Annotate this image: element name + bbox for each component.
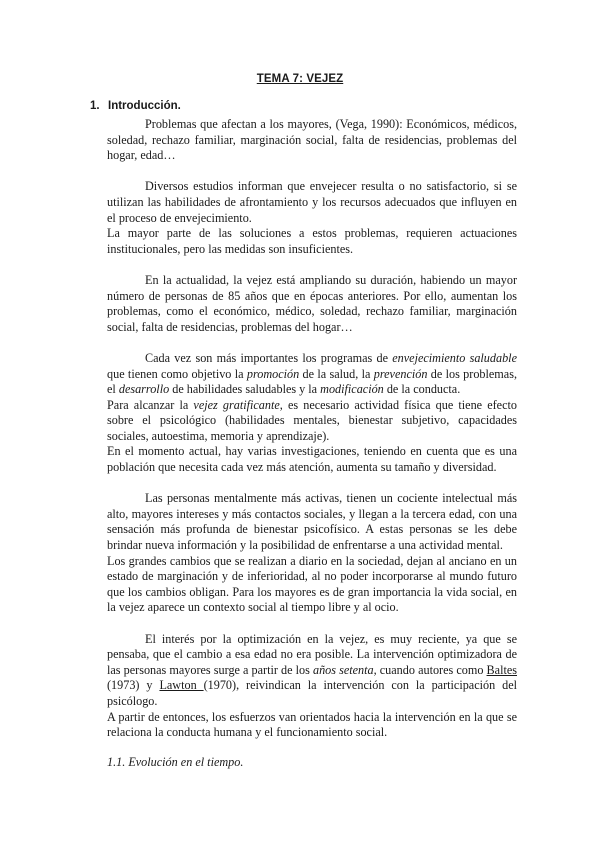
section-title: Introducción. bbox=[108, 100, 181, 112]
paragraph-gratifying-old-age: Para alcanzar la vejez gratificante, es necesario actividad física que tiene efecto sobre el psicológico (habilidades mentales, bienestar subjetivo, capacidades sociales, autoestima, memoria y aprendizaje). bbox=[107, 397, 517, 443]
paragraph-research: En el momento actual, hay varias investigaciones, teniendo en cuenta que es una población que necesita cada vez más atención, aumenta su tamaño y diversidad. bbox=[107, 444, 517, 475]
paragraph-active-people: Las personas mentalmente más activas, tienen un cociente intelectual más alto, mayores intereses y más contactos sociales, y llegan a la tercera edad, con una sensación más profunda de bienestar psicofísico. A estas personas se les debe brindar nueva información y la posibilidad de enfrentarse a una actividad mental. bbox=[107, 491, 517, 553]
term-modification: modificación bbox=[320, 382, 384, 397]
paragraph-social-changes: Los grandes cambios que se realizan a diario en la sociedad, dejan al anciano en un estado de marginación y de inferioridad, al no poder incorporarse al mundo futuro que los cambios obligan. Para los mayores es de gran importancia la vida social, en la vejez aparece un contexto social al tiempo libre y al ocio. bbox=[107, 553, 517, 615]
term-healthy-aging: envejecimiento saludable bbox=[392, 350, 517, 365]
author-lawton: Lawton bbox=[159, 678, 204, 693]
subsection-heading: 1.1. Evolución en el tiempo. bbox=[107, 755, 244, 769]
term-promotion: promoción bbox=[246, 366, 300, 381]
section-number: 1. bbox=[90, 100, 100, 112]
term-seventies: años setenta, bbox=[312, 662, 377, 677]
paragraph-programs: Cada vez son más importantes los programas de envejecimiento saludable que tienen como objetivo la promoción de la salud, la prevención de los problemas, el desarrollo de habilidades saludables y la modificación de la conducta. bbox=[107, 350, 517, 397]
term-development: desarrollo bbox=[118, 382, 170, 397]
paragraph-solutions: La mayor parte de las soluciones a estos problemas, requieren actuaciones institucionales, pero las medidas son insuficientes. bbox=[107, 226, 517, 256]
document-title: TEMA 7: VEJEZ bbox=[256, 73, 344, 85]
paragraph-intervention: A partir de entonces, los esfuerzos van orientados hacia la intervención en la que se relaciona la conducta humana y el funcionamiento social. bbox=[107, 709, 517, 740]
paragraph-current-situation: En la actualidad, la vejez está ampliando su duración, habiendo un mayor número de personas de 85 años que en épocas anteriores. Por ello, aumentan los problemas, como el económico, médico, soledad, rechazo familiar, marginación social, falta de residencias, problemas del hogar… bbox=[107, 272, 517, 334]
section-heading bbox=[90, 100, 181, 112]
author-baltes: Baltes bbox=[486, 662, 517, 677]
section-body bbox=[107, 117, 517, 741]
paragraph-studies: Diversos estudios informan que envejecer resulta o no satisfactorio, si se utilizan las habilidades de afrontamiento y los recursos adecuados que influyen en el proceso de envejecimiento. bbox=[107, 179, 517, 225]
paragraph-problems: Problemas que afectan a los mayores, (Vega, 1990): Económicos, médicos, soledad, rechazo familiar, marginación social, falta de residencias, problemas del hogar, edad… bbox=[107, 117, 517, 163]
term-gratifying-old-age: vejez gratificante bbox=[193, 397, 280, 412]
term-prevention: prevención bbox=[373, 366, 428, 381]
paragraph-optimization: El interés por la optimización en la vejez, es muy reciente, ya que se pensaba, que el cambio a esa edad no era posible. La intervención optimizadora de las personas mayores surge a partir de los años setenta, cuando autores como Baltes (1973) y Lawton (1970), reivindican la intervención con la participación del psicólogo. bbox=[107, 631, 518, 708]
